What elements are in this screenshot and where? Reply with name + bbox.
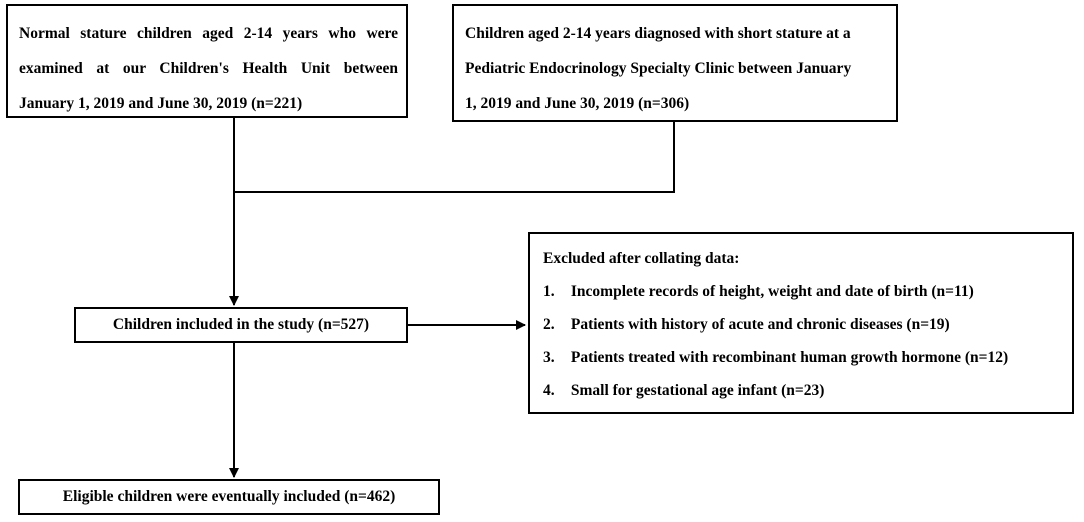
- short-stature-line-3: 1, 2019 and June 30, 2019 (n=306): [465, 95, 690, 112]
- short-stature-box: [452, 4, 898, 122]
- normal-stature-line-3: January 1, 2019 and June 30, 2019 (n=221): [19, 95, 303, 112]
- eligible-children-box: [18, 479, 440, 515]
- excluded-item: [543, 275, 1064, 308]
- excluded-item-number: 1.: [543, 283, 555, 300]
- excluded-item-number: 4.: [543, 382, 555, 399]
- excluded-heading: Excluded after collating data:: [543, 250, 740, 267]
- excluded-box: [528, 232, 1074, 414]
- excluded-item-text: Small for gestational age infant (n=23): [570, 382, 825, 399]
- excluded-item-number: 2.: [543, 316, 555, 333]
- excluded-item: [543, 374, 1064, 407]
- excluded-item-text: Patients treated with recombinant human growth hormone (n=12): [570, 349, 1009, 366]
- excluded-item-text: Incomplete records of height, weight and date of birth (n=11): [570, 283, 974, 300]
- excluded-item: [543, 341, 1064, 374]
- included-children-box: [74, 307, 408, 343]
- excluded-item-number: 3.: [543, 349, 555, 366]
- normal-stature-line-2: examined at our Children's Health Unit between: [19, 60, 398, 77]
- normal-stature-box: [6, 4, 408, 118]
- excluded-item: [543, 308, 1064, 341]
- short-stature-line-1: Children aged 2-14 years diagnosed with short stature at a: [465, 25, 851, 42]
- excluded-item-text: Patients with history of acute and chronic diseases (n=19): [570, 316, 950, 333]
- eligible-children-label: Eligible children were eventually included (n=462): [62, 488, 396, 505]
- short-stature-line-2: Pediatric Endocrinology Specialty Clinic between January: [465, 60, 852, 77]
- normal-stature-line-1: Normal stature children aged 2-14 years who were: [19, 25, 398, 42]
- included-children-label: Children included in the study (n=527): [112, 316, 370, 333]
